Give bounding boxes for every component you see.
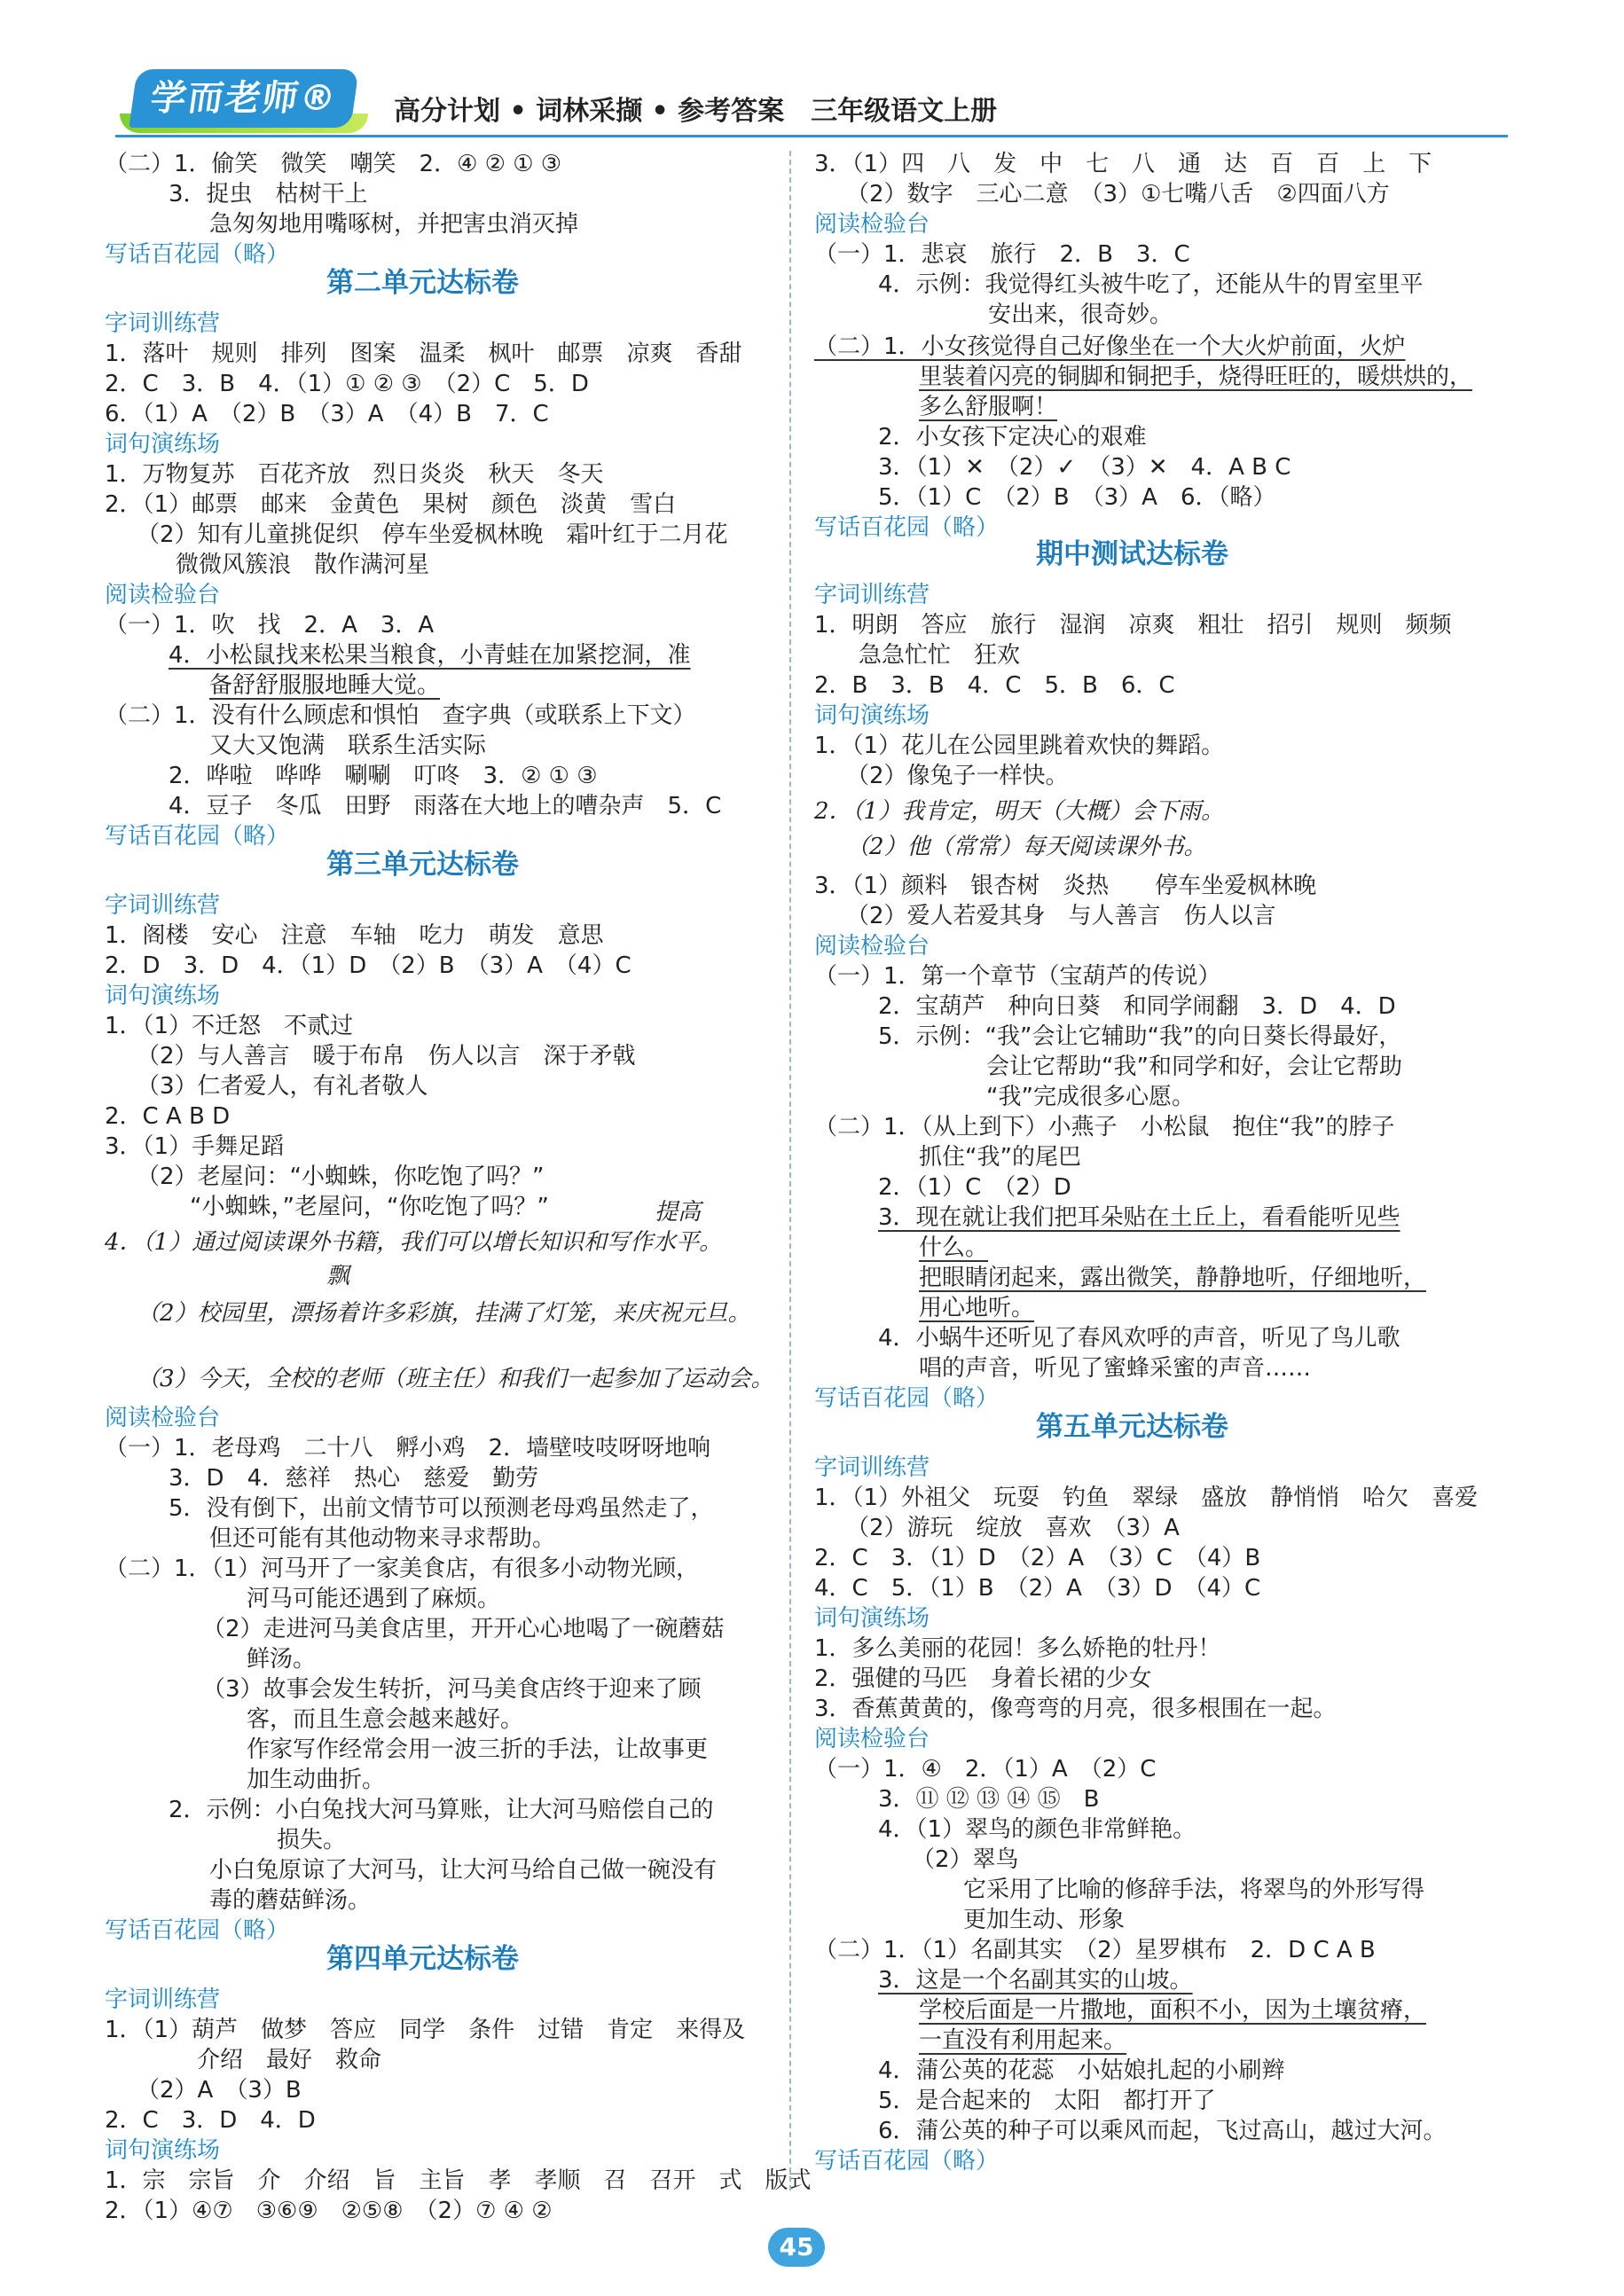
answer-line: （2）老屋问：“小蜘蛛，你吃饱了吗？” [137,1164,545,1190]
underlined-answer: 多么舒服啊！ [919,394,1058,420]
answer-line: （一）1．第一个章节（宝葫芦的传说） [814,963,1221,990]
answer-line: 1．（1）花儿在公园里跳着欢快的舞蹈。 [814,733,1225,759]
answer-line: 2．C 3．（1）D （2）A （3）C （4）B [814,1545,1261,1571]
answer-line: 河马可能还遇到了麻烦。 [247,1586,501,1612]
answer-line: 2．哗啦 哗哗 唰唰 叮咚 3．② ① ③ [169,763,598,789]
answer-line: 1．多么美丽的花园！多么娇艳的牡丹！ [814,1635,1221,1662]
answer-line: 小白兔原谅了大河马，让大河马给自己做一碗没有 [209,1857,718,1884]
handwritten-correction: 2．（1）我肯定，明天（大概）会下雨。 [814,798,1225,825]
answer-line: 介绍 最好 救命 [197,2047,382,2073]
answer-line: （一）1．悲哀 旅行 2．B 3．C [814,241,1190,268]
answer-line: （2）A （3）B [137,2077,302,2104]
answer-line: 5．没有倒下，出前文情节可以预测老母鸡虽然走了， [169,1495,714,1522]
answer-line: （2）像兔子一样快。 [846,763,1069,789]
answer-line: 1．落叶 规则 排列 图案 温柔 枫叶 邮票 凉爽 香甜 [105,341,742,367]
answer-line: “我”完成很多心愿。 [986,1084,1195,1110]
answer-line: 3．（1）✕ （2）✓ （3）✕ 4．A B C [878,454,1291,481]
answer-line: 4．蒲公英的花蕊 小姑娘扎起的小刷辫 [878,2057,1285,2084]
answer-line: 4．示例：我觉得红头被牛吃了，还能从牛的胃室里平 [878,271,1424,298]
underlined-answer: 里装着闪亮的铜脚和铜把手，烧得旺旺的，暖烘烘的， [919,364,1473,390]
section-label: 字词训练营 [814,582,930,608]
page-header [0,0,1624,151]
section-label: 写话百花园（略） [105,1917,290,1944]
answer-line: 鲜汤。 [247,1646,317,1673]
answer-line: 但还可能有其他动物来寻求帮助。 [209,1525,556,1552]
answer-line: （2）知有儿童挑促织 停车坐爱枫林晚 霜叶红于二月花 [137,521,728,548]
answer-line: （一）1．吹 找 2．A 3．A [105,612,435,639]
answer-line: 6．（1）A （2）B （3）A （4）B 7．C [105,401,549,427]
section-label: 写话百花园（略） [105,823,290,850]
answer-line: 2．强健的马匹 身着长裙的少女 [814,1665,1152,1692]
answer-line: 唱的声音，听见了蜜蜂采蜜的声音…… [919,1355,1312,1382]
answer-line: 1．万物复苏 百花齐放 烈日炎炎 秋天 冬天 [105,461,604,488]
answer-line: （2）数字 三心二意 （3）①七嘴八舌 ②四面八方 [846,181,1390,208]
brand-logo: 学而老师® [129,69,358,128]
answer-line: 3．（1）手舞足蹈 [105,1133,285,1160]
answer-line: 3．捉虫 枯树干上 [169,181,368,208]
section-label: 阅读检验台 [105,582,221,608]
answer-line: 3．⑪ ⑫ ⑬ ⑭ ⑮ B [878,1786,1100,1813]
answer-line: 2．示例：小白兔找大河马算账，让大河马赔偿自己的 [169,1797,714,1823]
answer-line: 作家写作经常会用一波三折的手法，让故事更 [247,1736,709,1763]
handwritten-correction: 4．（1）通过阅读课外书籍，我们可以增长知识和写作水平。 [105,1229,723,1256]
answer-line: 5．（1）C （2）B （3）A 6．（略） [878,484,1276,511]
section-label: 字词训练营 [814,1454,930,1481]
answer-line: （2）游玩 绽放 喜欢 （3）A [846,1515,1180,1541]
section-label: 字词训练营 [105,310,221,337]
section-label: 词句演练场 [814,1605,930,1632]
unit-title: 第三单元达标卷 [326,849,519,881]
section-label: 词句演练场 [105,431,221,458]
answer-line: （2）爱人若爱其身 与人善言 伤人以言 [846,903,1276,929]
answer-line: 2．小女孩下定决心的艰难 [878,424,1147,451]
answer-line: （二）1．（1）名副其实 （2）星罗棋布 2．D C A B [814,1937,1376,1963]
unit-title: 期中测试达标卷 [1036,538,1228,570]
answer-line: 3．香蕉黄黄的，像弯弯的月亮，很多根围在一起。 [814,1696,1337,1722]
answer-line: 毒的蘑菇鲜汤。 [209,1887,372,1914]
unit-title: 第二单元达标卷 [326,267,519,299]
answer-line: （3）仁者爱人，有礼者敬人 [137,1073,428,1100]
answer-line: 又大又饱满 联系生活实际 [209,733,487,759]
answer-line: 4．小蜗牛还听见了春风欢呼的声音，听见了鸟儿歌 [878,1325,1400,1352]
answer-line: 1．（1）不迁怒 不贰过 [105,1013,354,1039]
column-divider [789,151,791,2190]
answer-line: （2）翠鸟 [912,1846,1019,1873]
section-label: 阅读检验台 [814,211,930,238]
answer-line: 它采用了比喻的修辞手法，将翠鸟的外形写得 [963,1877,1425,1903]
page-number: 45 [768,2228,825,2267]
answer-line: 5．示例：“我”会让它辅助“我”的向日葵长得最好， [878,1023,1402,1050]
section-label: 阅读检验台 [105,1405,221,1431]
answer-line: 会让它帮助“我”和同学和好，会让它帮助 [986,1054,1402,1080]
underlined-answer: （二）1．小女孩觉得自己好像坐在一个大火炉前面，火炉 [814,333,1406,360]
underlined-answer: 一直没有利用起来。 [919,2027,1127,2054]
unit-title: 第五单元达标卷 [1036,1411,1228,1443]
handwritten-correction: （2）校园里，漂扬着许多彩旗，挂满了灯笼，来庆祝元旦。 [137,1300,751,1327]
underlined-answer: 学校后面是一片撒地，面积不小，因为土壤贫瘠， [919,1997,1427,2024]
handwritten-correction: 飘 [326,1263,350,1289]
answer-line: 客，而且生意会越来越好。 [247,1706,524,1733]
section-label: 字词训练营 [105,1986,221,2013]
answer-line: （2）与人善言 暖于布帛 伤人以言 深于矛戟 [137,1043,636,1070]
answer-line: 1．阁楼 安心 注意 车轴 吃力 萌发 意思 [105,922,604,949]
section-label: 写话百花园（略） [814,1385,1000,1412]
underlined-answer: 4．小松鼠找来松果当粮食，小青蛙在加紧挖洞，准 [169,642,691,669]
answer-line: 2．（1）邮票 邮来 金黄色 果树 颜色 淡黄 雪白 [105,491,677,518]
answer-line: 急匆匆地用嘴啄树，并把害虫消灭掉 [209,211,579,238]
section-label: 写话百花园（略） [814,2148,1000,2175]
answer-line: （2）走进河马美食店里，开开心心地喝了一碗蘑菇 [202,1616,725,1642]
answer-line: 加生动曲折。 [247,1767,386,1793]
section-label: 词句演练场 [814,702,930,729]
section-label: 阅读检验台 [814,933,930,960]
header-rule [115,135,1508,137]
header-title: 高分计划 • 词林采撷 • 参考答案 三年级语文上册 [394,96,998,127]
answer-line: 急急忙忙 狂欢 [859,642,1021,669]
underlined-answer: 3．这是一个名副其实的山坡。 [878,1967,1193,1994]
section-label: 字词训练营 [105,892,221,919]
answer-line: 1．明朗 答应 旅行 湿润 凉爽 粗壮 招引 规则 频频 [814,612,1452,639]
answer-line: 1．（1）外祖父 玩耍 钓鱼 翠绿 盛放 静悄悄 哈欠 喜爱 [814,1485,1479,1511]
answer-line: “小蜘蛛，”老屋问，“你吃饱了吗？” [190,1194,549,1220]
answer-line: 2．（1）④⑦ ③⑥⑨ ②⑤⑧ （2）⑦ ④ ② [105,2198,553,2224]
answer-line: 2．宝葫芦 种向日葵 和同学闹翻 3．D 4．D [878,993,1396,1020]
answer-line: 3．（1）四 八 发 中 七 八 通 达 百 百 上 下 [814,151,1432,177]
underlined-answer: 用心地听。 [919,1295,1035,1321]
handwritten-correction: 提高 [655,1199,702,1226]
answer-line: 1．宗 宗旨 介 介绍 旨 主旨 孝 孝顺 召 召开 式 版式 [105,2167,812,2194]
answer-line: （3）故事会发生转折，河马美食店终于迎来了顾 [202,1676,702,1703]
answer-line: 2．（1）C （2）D [878,1174,1071,1201]
handwritten-correction: （3）今天，全校的老师（班主任）和我们一起参加了运动会。 [137,1366,774,1392]
answer-line: 1．（1）葫芦 做梦 答应 同学 条件 过错 肯定 来得及 [105,2017,746,2043]
underlined-answer: 备舒舒服服地睡大觉。 [209,672,441,699]
answer-line: 4．豆子 冬瓜 田野 雨落在大地上的嘈杂声 5．C [169,793,722,819]
answer-line: 微微风簇浪 散作满河星 [176,552,430,578]
answer-line: 2．C 3．D 4．D [105,2107,316,2134]
answer-line: 4．C 5．（1）B （2）A （3）D （4）C [814,1575,1261,1602]
answer-line: （二）1．（1）河马开了一家美食店，有很多小动物光顾， [105,1555,700,1582]
answer-line: 安出来，很奇妙。 [988,302,1173,328]
answer-line: （二）1．没有什么顾虑和惧怕 查字典（或联系上下文） [105,702,696,729]
answer-line: 2．D 3．D 4．（1）D （2）B （3）A （4）C [105,952,632,979]
underlined-answer: 什么。 [919,1234,989,1261]
answer-line: 抓住“我”的尾巴 [919,1144,1081,1171]
answer-line: （二）1．偷笑 微笑 嘲笑 2．④ ② ① ③ [105,151,562,177]
answer-line: 2．C A B D [105,1103,231,1130]
answer-line: 2．C 3．B 4．（1）① ② ③ （2）C 5．D [105,371,589,397]
section-label: 写话百花园（略） [105,241,290,268]
underlined-answer: 把眼睛闭起来，露出微笑，静静地听，仔细地听， [919,1265,1427,1291]
answer-line: 3．D 4．慈祥 热心 慈爱 勤劳 [169,1465,539,1492]
answer-line: （一）1．④ 2．（1）A （2）C [814,1756,1157,1783]
answer-line: 3．（1）颜料 银杏树 炎热 停车坐爱枫林晚 [814,873,1317,899]
section-label: 词句演练场 [105,2137,221,2164]
unit-title: 第四单元达标卷 [326,1943,519,1975]
answer-line: （一）1．老母鸡 二十八 孵小鸡 2．墙壁吱吱呀呀地响 [105,1435,711,1461]
answer-line: 2．B 3．B 4．C 5．B 6．C [814,672,1175,699]
underlined-answer: 3．现在就让我们把耳朵贴在土丘上，看看能听见些 [878,1204,1400,1231]
answer-line: 4．（1）翠鸟的颜色非常鲜艳。 [878,1816,1196,1843]
answer-line: 更加生动、形象 [963,1907,1126,1933]
section-label: 阅读检验台 [814,1726,930,1752]
answer-line: 5．是合起来的 太阳 都打开了 [878,2088,1216,2114]
answer-line: （二）1．（从上到下）小燕子 小松鼠 抱住“我”的脖子 [814,1114,1395,1140]
section-label: 写话百花园（略） [814,514,1000,541]
section-label: 词句演练场 [105,983,221,1009]
answer-line: 6．蒲公英的种子可以乘风而起，飞过高山，越过大河。 [878,2118,1447,2144]
handwritten-correction: （2）他（常常）每天阅读课外书。 [846,834,1207,860]
answer-line: 损失。 [277,1827,347,1853]
